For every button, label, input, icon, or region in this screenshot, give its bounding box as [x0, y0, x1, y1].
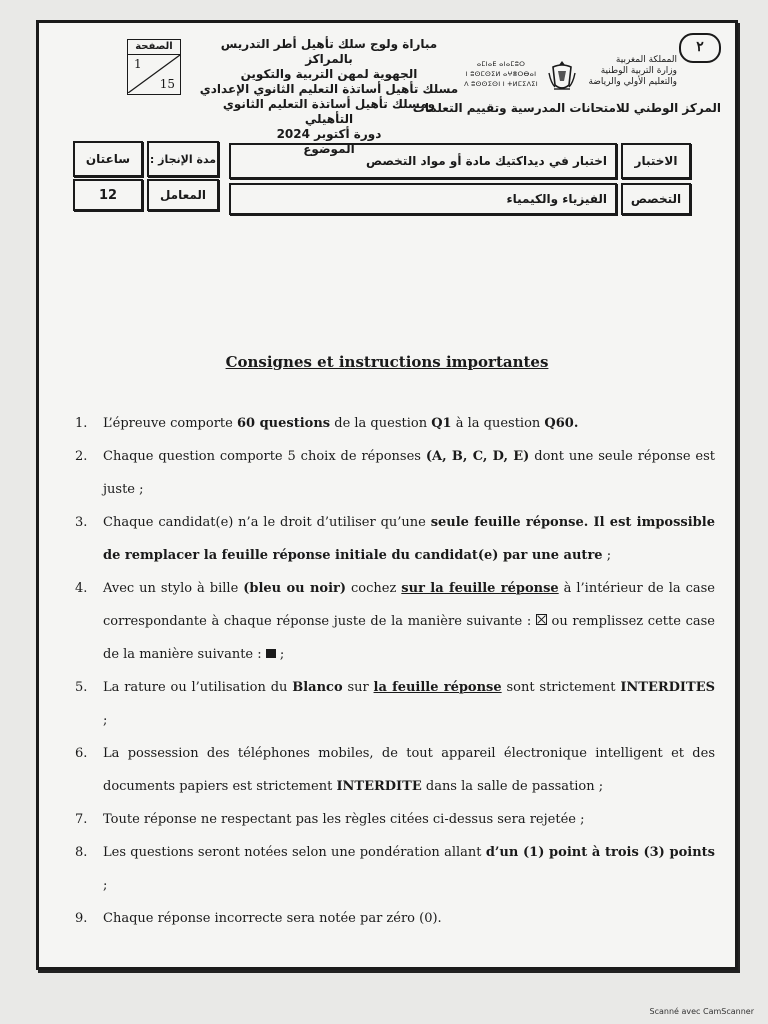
instructions-list: [75, 407, 715, 935]
scanner-watermark: Scanné avec CamScanner: [649, 1007, 754, 1016]
page-label: الصفحة: [128, 40, 180, 55]
page-current: 1: [134, 57, 142, 71]
exam-label-cell: الاختبار: [621, 143, 691, 179]
ministry-name-ar: المملكة المغربية وزارة التربية الوطنية والتعليم الأولي والرياضة: [588, 55, 677, 87]
instruction-item: 6. La possession des téléphones mobiles, de tout appareil électronique intelligent et des documents papiers est strictement INTERDITE dans la salle de passation ;: [75, 746, 715, 794]
page-badge: ٢: [679, 33, 721, 63]
exam-page: [36, 20, 738, 970]
instructions-title: Consignes et instructions importantes: [225, 353, 549, 371]
instruction-item: 8. Les questions seront notées selon une pondération allant d’un (1) point à trois (3) points ;: [75, 845, 715, 893]
specialty-value-cell: الفيزياء والكيمياء: [229, 183, 617, 215]
crossed-box-icon: [536, 614, 547, 625]
exam-title-block: مباراة ولوج سلك تأهيل أطر التدريس بالمراكز الجهوية لمهن التربية والتكوين مسلك تأهيل أساتذة التعليم الثانوي الإعدادي ومسلك تأهيل أساتذة التعليم الثانوي التأهيلي دورة أكتوبر 2024 الموضوع: [199, 37, 459, 156]
instruction-item: 1. L’épreuve comporte 60 questions de la question Q1 à la question Q60.: [75, 416, 579, 431]
instruction-item: 2. Chaque question comporte 5 choix de réponses (A, B, C, D, E) dont une seule réponse est juste ;: [75, 449, 715, 497]
exam-value-cell: اختبار في ديداكتيك مادة أو مواد التخصص: [229, 143, 617, 179]
filled-box-icon: [266, 649, 276, 658]
specialty-label-cell: التخصص: [621, 183, 691, 215]
duration-label-cell: مدة الإنجاز :: [147, 141, 219, 177]
page-total: 15: [159, 77, 175, 91]
ministry-name-tifinagh: ⴰⵎⵏⴰⴹ ⴰⵏⴰⵎⵓⵔ ⵏ ⵓⵙⵎⵙⵉⵍ ⴰⵖⴻⵔⴱⴰⵏ ⴷ ⵓⵙⵙⵉⵙⵏ ⵏ ⵜⵍⵎⵉⴷⵉⵏ: [464, 60, 538, 88]
instruction-item: 9. Chaque réponse incorrecte sera notée par zéro (0).: [75, 911, 442, 926]
page-number-box: [127, 39, 181, 95]
instruction-item: 3. Chaque candidat(e) n’a le droit d’utiliser qu’une seule feuille réponse. Il est impossible de remplacer la feuille réponse initiale du candidat(e) par une autre ;: [75, 515, 715, 563]
instruction-item: 4. Avec un stylo à bille (bleu ou noir) cochez sur la feuille réponse à l’intérieur de la case correspondante à chaque réponse juste de la manière suivante : ou remplissez cette case de la manière suivante : ;: [75, 581, 715, 662]
royal-emblem-icon: [547, 59, 577, 93]
coefficient-value-cell: 12: [73, 179, 143, 211]
coefficient-label-cell: المعامل: [147, 179, 219, 211]
instruction-item: 7. Toute réponse ne respectant pas les règles citées ci-dessus sera rejetée ;: [75, 812, 585, 827]
exam-center-name: المركز الوطني للامتحانات المدرسية وتقييم التعلمات: [412, 101, 721, 115]
instruction-item: 5. La rature ou l’utilisation du Blanco sur la feuille réponse sont strictement INTERDITES ;: [75, 680, 715, 728]
duration-value-cell: ساعتان: [73, 141, 143, 177]
